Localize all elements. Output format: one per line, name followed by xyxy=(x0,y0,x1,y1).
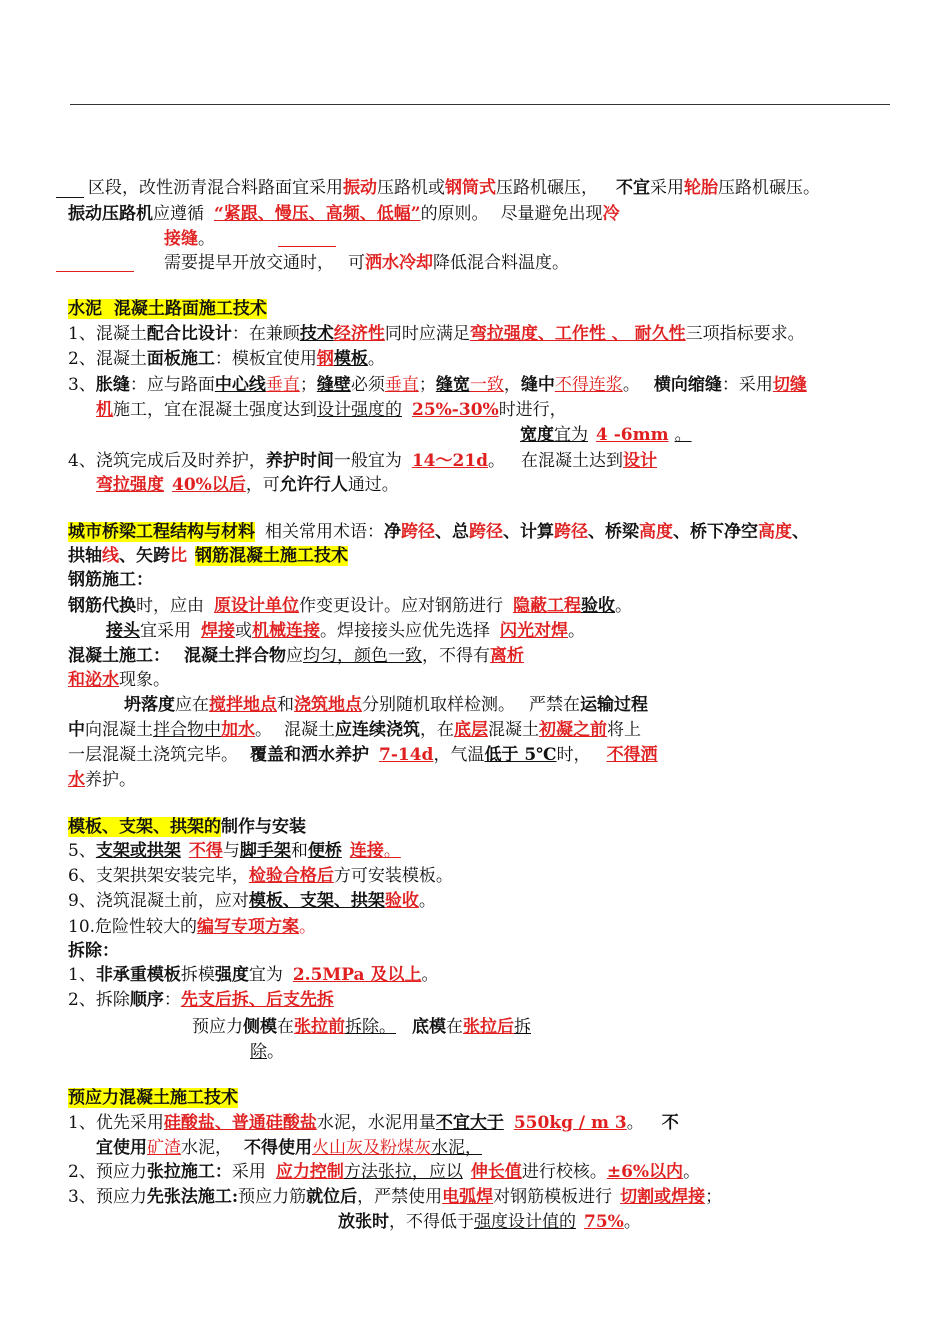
keyword: 拱轴 xyxy=(68,546,102,566)
keyword: 初凝之前 xyxy=(539,720,607,740)
keyword: 连接 xyxy=(349,841,384,861)
paragraph-line xyxy=(68,645,524,667)
text: 应 xyxy=(286,646,303,666)
keyword: 焊接 xyxy=(201,621,235,641)
keyword: 就位后 xyxy=(306,1187,358,1207)
paragraph-line xyxy=(68,569,153,591)
text: 和 xyxy=(290,841,308,861)
text: ，在 xyxy=(420,720,454,740)
text: 。 xyxy=(383,841,401,861)
text: 区段，改性沥青混合料路面宜采用 xyxy=(88,178,343,198)
text: 作变更设计。应对钢筋进行 xyxy=(299,596,503,616)
text: 分别随机取样检测。 xyxy=(362,695,515,715)
text: 水泥，水泥用量 xyxy=(316,1113,436,1133)
paragraph-line xyxy=(68,374,807,396)
text: 压路机碾压。 xyxy=(718,178,820,198)
paragraph-line xyxy=(68,669,170,691)
text: 混凝土 xyxy=(284,720,335,740)
keyword: 不得使用 xyxy=(244,1138,312,1158)
text: 现象。 xyxy=(119,670,170,690)
text: 。 xyxy=(198,229,215,249)
keyword: 接头 xyxy=(106,621,140,641)
paragraph-line xyxy=(520,424,692,446)
keyword: 验收 xyxy=(384,891,419,911)
section-heading xyxy=(68,298,267,320)
keyword: 中心线 xyxy=(214,375,266,395)
keyword: 不宜大于 xyxy=(435,1113,504,1133)
text: 宜为 xyxy=(554,425,588,445)
header-rule xyxy=(70,104,890,105)
keyword: 编写专项方案 xyxy=(197,917,300,937)
text: ：采用 xyxy=(721,375,773,395)
text: 2、拆除 xyxy=(68,990,130,1010)
text: 施工，宜在混凝土强度达到 xyxy=(113,400,317,420)
text: 向混凝土 xyxy=(85,720,153,740)
text: 4、浇筑完成后及时养护， xyxy=(68,451,266,471)
text: 2、预应力 xyxy=(68,1162,147,1182)
subheading: 钢筋施工： xyxy=(68,570,153,590)
keyword: 跨径 xyxy=(469,522,503,542)
keyword: 非承重模板 xyxy=(95,965,181,985)
blank-underline xyxy=(56,197,84,198)
text: ； xyxy=(705,1187,723,1207)
keyword: 水 xyxy=(68,770,85,790)
keyword: 应力控制 xyxy=(275,1162,344,1182)
keyword: 一致 xyxy=(469,375,504,395)
keyword: 底模 xyxy=(412,1017,446,1037)
keyword: 先支后拆、后支先拆 xyxy=(180,990,334,1010)
text: 和 xyxy=(277,695,294,715)
keyword: 不宜 xyxy=(616,178,650,198)
keyword: 张拉前 xyxy=(294,1017,345,1037)
text: 同时应满足 xyxy=(384,324,470,344)
paragraph-line xyxy=(164,252,569,274)
keyword: 线 xyxy=(102,546,119,566)
keyword: 支架或拱架 xyxy=(95,841,181,861)
keyword: 闪光对焊 xyxy=(500,621,568,641)
keyword: 不得连浆 xyxy=(554,375,623,395)
keyword: 模板、支架、拱架 xyxy=(248,891,385,911)
text: 时进行， xyxy=(498,400,567,420)
keyword: 净 xyxy=(384,522,401,542)
keyword: 放张时 xyxy=(338,1212,389,1232)
text: ，气温 xyxy=(433,745,485,765)
subheading: 混凝土施工： xyxy=(68,646,170,666)
keyword: 底层 xyxy=(454,720,488,740)
text: 压路机或 xyxy=(377,178,445,198)
text: 。 xyxy=(299,917,317,937)
keyword: 强度 xyxy=(214,965,249,985)
keyword: 火山灰及粉煤灰 xyxy=(312,1138,431,1158)
paragraph-line xyxy=(68,964,438,986)
paragraph-line xyxy=(68,203,620,225)
keyword: 切缝 xyxy=(772,375,807,395)
text: 。 xyxy=(622,375,640,395)
keyword: 低于 5℃ xyxy=(484,745,557,765)
paragraph-line xyxy=(68,769,136,791)
paragraph-line xyxy=(68,865,453,887)
text: 。 xyxy=(255,720,272,740)
keyword: 垂直 xyxy=(384,375,419,395)
keyword: 不得洒 xyxy=(606,745,658,765)
paragraph-line xyxy=(68,348,385,370)
keyword: 加水 xyxy=(221,720,255,740)
heading-text: 预应力混凝土施工技术 xyxy=(68,1088,238,1108)
text: 方法张拉，应以 xyxy=(343,1162,463,1182)
text: 预应力 xyxy=(192,1017,243,1037)
text: 拆模 xyxy=(180,965,215,985)
text: 。 xyxy=(683,1162,701,1182)
keyword: 横向缩缝 xyxy=(653,375,722,395)
keyword: 40%以后 xyxy=(172,475,246,495)
keyword: 、桥梁 xyxy=(588,522,639,542)
text: 。 xyxy=(623,1212,641,1232)
text: 需要提早开放交通时， xyxy=(164,253,334,273)
text: 预应力筋 xyxy=(238,1187,307,1207)
text: 。 xyxy=(421,965,439,985)
heading-text: 制作与安装 xyxy=(221,817,306,837)
paragraph-line xyxy=(68,521,809,543)
keyword: 宽度 xyxy=(520,425,554,445)
text: 通过。 xyxy=(347,475,399,495)
text: 强度设计值的 xyxy=(474,1212,576,1232)
paragraph-line xyxy=(124,694,648,716)
keyword: 技术 xyxy=(299,324,334,344)
keyword: 隐蔽工程 xyxy=(513,596,581,616)
text: ：模板宜使用 xyxy=(214,349,317,369)
keyword: 不 xyxy=(661,1113,679,1133)
paragraph-line xyxy=(68,450,657,472)
keyword: 硅酸盐、普通硅酸盐 xyxy=(163,1113,317,1133)
text: 拆 xyxy=(514,1017,531,1037)
keyword: 张拉后 xyxy=(463,1017,514,1037)
keyword: 钢筋代换 xyxy=(68,596,136,616)
text: 。 xyxy=(626,1113,644,1133)
text: 1、 xyxy=(68,965,96,985)
keyword: 模板 xyxy=(333,349,368,369)
text: 压路机碾压， xyxy=(496,178,598,198)
paragraph-line xyxy=(68,719,641,741)
text: 可 xyxy=(348,253,365,273)
text: 尽量避免出现 xyxy=(500,204,603,224)
paragraph-line xyxy=(96,399,567,421)
text: ，不得有 xyxy=(422,646,490,666)
keyword: 冷 xyxy=(602,204,620,224)
keyword: 和泌水 xyxy=(68,670,119,690)
text: 进行校核。 xyxy=(521,1162,607,1182)
keyword: 钢筒式 xyxy=(445,178,496,198)
paragraph-line xyxy=(68,916,316,938)
keyword: 、矢跨 xyxy=(119,546,170,566)
text: 或 xyxy=(235,621,252,641)
keyword: 伸长值 xyxy=(470,1162,522,1182)
keyword: 顺序 xyxy=(129,990,164,1010)
text: 3、 xyxy=(68,375,96,395)
text: 一般宜为 xyxy=(333,451,402,471)
text: 。焊接接头应优先选择 xyxy=(320,621,490,641)
keyword: 洒水冷却 xyxy=(365,253,433,273)
keyword: “紧跟、慢压、高频、低幅” xyxy=(214,204,421,224)
text: 对钢筋模板进行 xyxy=(493,1187,613,1207)
keyword: 矿渣 xyxy=(147,1138,181,1158)
keyword: 运输过程 xyxy=(580,695,648,715)
keyword: 配合比设计 xyxy=(146,324,232,344)
keyword: 、桥下净空 xyxy=(673,522,758,542)
text: 。 xyxy=(488,451,506,471)
keyword: 比 xyxy=(170,546,187,566)
text: 5、 xyxy=(68,841,96,861)
keyword: 坍落度 xyxy=(124,695,175,715)
keyword: 550kg / m 3 xyxy=(513,1113,627,1133)
keyword: 25%-30% xyxy=(412,400,499,420)
keyword: 振动 xyxy=(343,178,377,198)
text: ； xyxy=(299,375,317,395)
text: 拆除。 xyxy=(345,1017,396,1037)
text: 与 xyxy=(222,841,240,861)
paragraph-line xyxy=(68,1161,700,1183)
keyword: 跨径 xyxy=(401,522,435,542)
paragraph-line xyxy=(68,890,436,912)
keyword: 离析 xyxy=(490,646,524,666)
text: 在混凝土达到 xyxy=(521,451,624,471)
paragraph-line xyxy=(96,474,399,496)
section-heading: 城市桥梁工程结构与材料 xyxy=(68,522,255,542)
keyword: 设计 xyxy=(623,451,658,471)
paragraph-line xyxy=(68,840,401,862)
keyword: 中 xyxy=(68,720,85,740)
text: 水泥， xyxy=(431,1138,482,1158)
keyword: 机 xyxy=(96,400,113,420)
keyword: 胀缝 xyxy=(95,375,130,395)
text: 除 xyxy=(250,1042,267,1062)
text: 水泥， xyxy=(181,1138,232,1158)
text: 宜为 xyxy=(248,965,283,985)
keyword: ±6%以内 xyxy=(606,1162,684,1182)
text: ： xyxy=(163,990,181,1010)
text: 2、混凝土 xyxy=(68,349,147,369)
text: 必须 xyxy=(350,375,385,395)
text: 1、混凝土 xyxy=(68,324,147,344)
text: 相关常用术语： xyxy=(265,522,384,542)
keyword: 经济性 xyxy=(333,324,385,344)
text: 拌合物中 xyxy=(153,720,221,740)
keyword: 75% xyxy=(584,1212,624,1232)
keyword: 振动压路机 xyxy=(68,204,153,224)
text: 采用 xyxy=(650,178,684,198)
keyword: 、总 xyxy=(435,522,469,542)
keyword: 混凝土拌合物 xyxy=(184,646,286,666)
keyword: 缝壁 xyxy=(316,375,351,395)
keyword: 缝宽 xyxy=(435,375,470,395)
keyword: 高度 xyxy=(758,522,792,542)
keyword: 原设计单位 xyxy=(214,596,299,616)
keyword: 4 -6mm xyxy=(596,425,669,445)
keyword: 钢 xyxy=(316,349,334,369)
section-heading xyxy=(68,1087,238,1109)
paragraph-line xyxy=(106,620,585,642)
text: ； xyxy=(418,375,436,395)
keyword: 弯拉强度、工作性 、 耐久性 xyxy=(469,324,686,344)
keyword: 覆盖和洒水养护 xyxy=(250,745,369,765)
paragraph-line xyxy=(68,1186,722,1208)
paragraph-line xyxy=(88,177,820,199)
text: 在 xyxy=(277,1017,294,1037)
keyword: 张拉施工： xyxy=(146,1162,232,1182)
text: 混凝土 xyxy=(488,720,539,740)
text: 采用 xyxy=(231,1162,266,1182)
paragraph-line xyxy=(164,228,215,250)
text: ，可 xyxy=(245,475,280,495)
paragraph-line xyxy=(68,989,334,1011)
keyword: 14～21d xyxy=(411,451,489,471)
keyword: 侧模 xyxy=(243,1017,277,1037)
keyword: 应连续浇筑 xyxy=(335,720,420,740)
text: 均匀，颜色一致 xyxy=(303,646,422,666)
paragraph-line xyxy=(338,1211,641,1233)
blank-underline xyxy=(278,246,336,247)
text: ，不得低于 xyxy=(389,1212,474,1232)
text: 一层混凝土浇筑完毕。 xyxy=(68,745,238,765)
text: 将上 xyxy=(607,720,641,740)
text: 3、预应力 xyxy=(68,1187,147,1207)
text: ， xyxy=(503,375,521,395)
paragraph-line xyxy=(68,323,805,345)
text: 。 xyxy=(418,891,436,911)
text: 。 xyxy=(615,596,632,616)
text: 应遵循 xyxy=(153,204,204,224)
keyword: 不得 xyxy=(188,841,223,861)
paragraph-line xyxy=(68,545,348,567)
text: ，严禁使用 xyxy=(357,1187,443,1207)
section-heading: 钢筋混凝土施工技术 xyxy=(195,546,348,566)
subheading: 拆除： xyxy=(68,941,119,961)
keyword: 、 xyxy=(792,522,809,542)
keyword: 切割或焊接 xyxy=(620,1187,706,1207)
keyword: 设计强度 xyxy=(317,400,385,420)
keyword: 便桥 xyxy=(307,841,342,861)
text: 1、优先采用 xyxy=(68,1113,164,1133)
keyword: 机械连接 xyxy=(252,621,320,641)
text: 在 xyxy=(446,1017,463,1037)
text: 。 xyxy=(367,349,385,369)
text: 危险性较大的 xyxy=(95,917,198,937)
paragraph-line xyxy=(68,744,658,766)
keyword: 搅拌地点 xyxy=(209,695,277,715)
text: 6、支架拱架安装完毕， xyxy=(68,866,249,886)
paragraph-line xyxy=(192,1016,531,1038)
text: ：应与路面 xyxy=(129,375,215,395)
text: 。 xyxy=(267,1042,284,1062)
text: 时， xyxy=(556,745,591,765)
text: 10. xyxy=(68,917,96,937)
keyword: 验收 xyxy=(581,596,615,616)
paragraph-line xyxy=(96,1137,482,1159)
blank-underline xyxy=(56,271,134,272)
section-heading xyxy=(68,816,306,838)
keyword: 2.5MPa 及以上 xyxy=(292,965,422,985)
keyword: 缝中 xyxy=(520,375,555,395)
keyword: 检验合格后 xyxy=(248,866,334,886)
keyword: 宜使用 xyxy=(96,1138,147,1158)
text: 时，应由 xyxy=(136,596,204,616)
paragraph-line xyxy=(68,595,632,617)
keyword: 高度 xyxy=(639,522,673,542)
text: 9、浇筑混凝土前，应对 xyxy=(68,891,249,911)
text: ：在兼顾 xyxy=(231,324,300,344)
keyword: 允许行人 xyxy=(279,475,348,495)
text: 的 xyxy=(385,400,402,420)
keyword: 接缝 xyxy=(164,229,198,249)
text: 。 xyxy=(568,621,585,641)
keyword: 弯拉强度 xyxy=(96,475,164,495)
text: 严禁在 xyxy=(529,695,580,715)
paragraph-line xyxy=(68,940,119,962)
text: 方可安装模板。 xyxy=(333,866,453,886)
keyword: 7-14d xyxy=(379,745,434,765)
text: 的原则。 xyxy=(420,204,489,224)
keyword: 面板施工 xyxy=(146,349,215,369)
text: 三项指标要求。 xyxy=(685,324,805,344)
text: 降低混合料温度。 xyxy=(433,253,569,273)
keyword: 养护时间 xyxy=(265,451,334,471)
keyword: 脚手架 xyxy=(239,841,291,861)
keyword: 垂直 xyxy=(265,375,300,395)
text: 养护。 xyxy=(85,770,136,790)
keyword: 跨径 xyxy=(554,522,588,542)
keyword: 电弧焊 xyxy=(442,1187,494,1207)
keyword: 轮胎 xyxy=(684,178,718,198)
paragraph-line xyxy=(250,1041,284,1063)
text: 。 xyxy=(674,425,692,445)
keyword: 浇筑地点 xyxy=(294,695,362,715)
text: 应在 xyxy=(175,695,209,715)
keyword: 、计算 xyxy=(503,522,554,542)
keyword: 先张法施工: xyxy=(146,1187,239,1207)
text: 宜采用 xyxy=(140,621,191,641)
paragraph-line xyxy=(68,1112,679,1134)
heading-text: 水泥 混凝土路面施工技术 xyxy=(68,299,267,319)
heading-text: 模板、支架、拱架的 xyxy=(68,817,221,837)
